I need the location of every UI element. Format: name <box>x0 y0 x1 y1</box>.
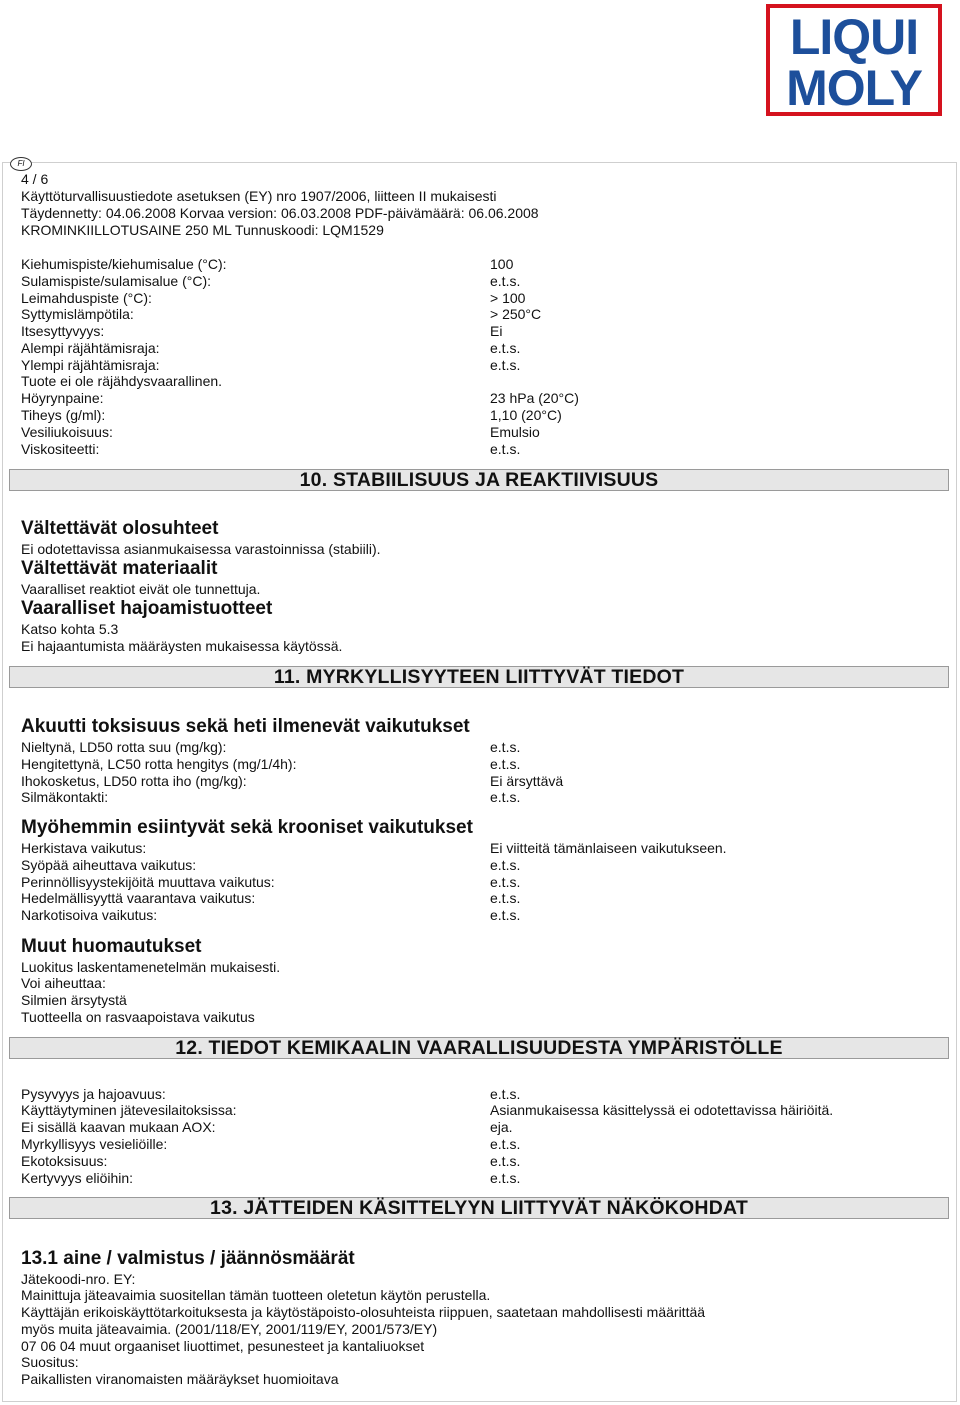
property-key: Sulamispiste/sulamisalue (°C): <box>21 273 211 289</box>
env-row <box>21 1086 921 1103</box>
waste-line: Suositus: <box>21 1354 79 1370</box>
section-11-title: 11. MYRKYLLISYYTEEN LIITTYVÄT TIEDOT <box>9 666 949 688</box>
property-key: Viskositeetti: <box>21 441 100 457</box>
env-row <box>21 1136 921 1153</box>
property-key: Itsesyttyvyys: <box>21 323 105 339</box>
property-row <box>21 390 921 407</box>
chronic-row <box>21 890 921 907</box>
other-remarks-heading: Muut huomautukset <box>21 936 202 957</box>
chronic-key: Herkistava vaikutus: <box>21 840 147 856</box>
acute-toxicity-heading: Akuutti toksisuus sekä heti ilmenevät vaikutukset <box>21 716 470 737</box>
acute-row <box>21 739 921 756</box>
other-remark: Tuotteella on rasvaapoistava vaikutus <box>21 1009 255 1025</box>
env-row <box>21 1170 921 1187</box>
waste-line: Mainittuja jäteavaimia suositellan tämän tuotteen oletetun käytön perustella. <box>21 1287 491 1303</box>
property-row <box>21 441 921 458</box>
env-value: Asianmukaisessa käsittelyssä ei odotettavissa häiriöitä. <box>490 1102 834 1118</box>
acute-value: e.t.s. <box>490 789 521 805</box>
property-row <box>21 306 921 323</box>
acute-value: Ei ärsyttävä <box>490 773 564 789</box>
regulation-line: Käyttöturvallisuustiedote asetuksen (EY) nro 1907/2006, liitteen II mukaisesti <box>21 188 497 204</box>
property-key: Höyrynpaine: <box>21 390 104 406</box>
chronic-row <box>21 907 921 924</box>
waste-line: Jätekoodi-nro. EY: <box>21 1271 136 1287</box>
chronic-row <box>21 874 921 891</box>
env-value: e.t.s. <box>490 1170 521 1186</box>
property-key: Tuote ei ole räjähdysvaarallinen. <box>21 373 223 389</box>
avoid-conditions-text: Ei odotettavissa asianmukaisessa varastoinnissa (stabiili). <box>21 541 381 557</box>
chronic-value: e.t.s. <box>490 857 521 873</box>
property-value: e.t.s. <box>490 441 521 457</box>
env-key: Kertyvyys eliöihin: <box>21 1170 134 1186</box>
logo-line-1: LIQUI <box>789 9 919 65</box>
env-key: Ei sisällä kaavan mukaan AOX: <box>21 1119 216 1135</box>
env-key: Ekotoksisuus: <box>21 1153 108 1169</box>
acute-row <box>21 756 921 773</box>
decomposition-text-1: Katso kohta 5.3 <box>21 621 119 637</box>
acute-key: Silmäkontakti: <box>21 789 109 805</box>
property-row <box>21 323 921 340</box>
chronic-value: e.t.s. <box>490 874 521 890</box>
env-value: eja. <box>490 1119 513 1135</box>
env-row <box>21 1102 921 1119</box>
property-value: > 100 <box>490 290 526 306</box>
avoid-conditions-heading: Vältettävät olosuhteet <box>21 518 219 539</box>
chronic-row <box>21 840 921 857</box>
waste-line: Paikallisten viranomaisten määräykset huomioitava <box>21 1371 339 1387</box>
chronic-key: Perinnöllisyystekijöitä muuttava vaikutus: <box>21 874 275 890</box>
property-row <box>21 373 921 390</box>
property-value: e.t.s. <box>490 340 521 356</box>
property-key: Vesiliukoisuus: <box>21 424 113 440</box>
liqui-moly-logo <box>766 4 942 116</box>
waste-line: 07 06 04 muut orgaaniset liuottimet, pesunesteet ja kantaliuokset <box>21 1338 425 1354</box>
property-row <box>21 357 921 374</box>
property-value: Emulsio <box>490 424 540 440</box>
chronic-row <box>21 857 921 874</box>
env-key: Myrkyllisyys vesieliöille: <box>21 1136 168 1152</box>
property-key: Tiheys (g/ml): <box>21 407 106 423</box>
logo-line-2: MOLY <box>786 60 922 116</box>
property-row <box>21 256 921 273</box>
chronic-effects-heading: Myöhemmin esiintyvät sekä krooniset vaikutukset <box>21 817 473 838</box>
property-key: Syttymislämpötila: <box>21 306 134 322</box>
env-key: Pysyvyys ja hajoavuus: <box>21 1086 166 1102</box>
acute-key: Hengitettynä, LC50 rotta hengitys (mg/1/4h): <box>21 756 297 772</box>
env-value: e.t.s. <box>490 1136 521 1152</box>
property-key: Leimahduspiste (°C): <box>21 290 152 306</box>
dates-line: Täydennetty: 04.06.2008 Korvaa version: 06.03.2008 PDF-päivämäärä: 06.06.2008 <box>21 205 539 221</box>
property-value: > 250°C <box>490 306 542 322</box>
chronic-key: Syöpää aiheuttava vaikutus: <box>21 857 197 873</box>
chronic-value: e.t.s. <box>490 890 521 906</box>
avoid-materials-text: Vaaralliset reaktiot eivät ole tunnettuja. <box>21 581 261 597</box>
property-row <box>21 424 921 441</box>
language-badge: FI <box>10 157 32 171</box>
avoid-materials-heading: Vältettävät materiaalit <box>21 558 218 579</box>
page-number: 4 / 6 <box>21 171 49 187</box>
property-row <box>21 273 921 290</box>
property-value: 1,10 (20°C) <box>490 407 562 423</box>
env-value: e.t.s. <box>490 1153 521 1169</box>
property-row <box>21 407 921 424</box>
chronic-value: e.t.s. <box>490 907 521 923</box>
property-value: e.t.s. <box>490 357 521 373</box>
property-value: 100 <box>490 256 514 272</box>
property-row <box>21 340 921 357</box>
acute-value: e.t.s. <box>490 739 521 755</box>
section-12-title: 12. TIEDOT KEMIKAALIN VAARALLISUUDESTA YMPÄRISTÖLLE <box>9 1037 949 1059</box>
env-row <box>21 1119 921 1136</box>
section-13-title: 13. JÄTTEIDEN KÄSITTELYYN LIITTYVÄT NÄKÖKOHDAT <box>9 1197 949 1219</box>
chronic-key: Narkotisoiva vaikutus: <box>21 907 158 923</box>
property-key: Ylempi räjähtämisraja: <box>21 357 160 373</box>
acute-key: Ihokosketus, LD50 rotta iho (mg/kg): <box>21 773 247 789</box>
product-line: KROMINKIILLOTUSAINE 250 ML Tunnuskoodi: LQM1529 <box>21 222 384 238</box>
chronic-key: Hedelmällisyyttä vaarantava vaikutus: <box>21 890 256 906</box>
other-remark: Luokitus laskentamenetelmän mukaisesti. <box>21 959 281 975</box>
property-value: 23 hPa (20°C) <box>490 390 579 406</box>
acute-key: Nieltynä, LD50 rotta suu (mg/kg): <box>21 739 227 755</box>
env-key: Käyttäytyminen jätevesilaitoksissa: <box>21 1102 237 1118</box>
other-remark: Silmien ärsytystä <box>21 992 127 1008</box>
acute-row <box>21 789 921 806</box>
waste-heading: 13.1 aine / valmistus / jäännösmäärät <box>21 1248 355 1269</box>
property-key: Alempi räjähtämisraja: <box>21 340 160 356</box>
property-key: Kiehumispiste/kiehumisalue (°C): <box>21 256 227 272</box>
acute-row <box>21 773 921 790</box>
env-value: e.t.s. <box>490 1086 521 1102</box>
waste-line: Käyttäjän erikoiskäyttötarkoituksesta ja käytöstäpoisto-olosuhteista riippuen, saatetaan mahdollisesti määrittää <box>21 1304 706 1320</box>
property-row <box>21 290 921 307</box>
waste-line: myös muita jäteavaimia. (2001/118/EY, 2001/119/EY, 2001/573/EY) <box>21 1321 438 1337</box>
env-row <box>21 1153 921 1170</box>
section-10-title: 10. STABIILISUUS JA REAKTIIVISUUS <box>9 469 949 491</box>
property-value: e.t.s. <box>490 273 521 289</box>
property-value: Ei <box>490 323 503 339</box>
acute-value: e.t.s. <box>490 756 521 772</box>
other-remark: Voi aiheuttaa: <box>21 975 106 991</box>
chronic-value: Ei viitteitä tämänlaiseen vaikutukseen. <box>490 840 727 856</box>
decomposition-text-2: Ei hajaantumista määräysten mukaisessa käytössä. <box>21 638 343 654</box>
decomposition-heading: Vaaralliset hajoamistuotteet <box>21 598 273 619</box>
